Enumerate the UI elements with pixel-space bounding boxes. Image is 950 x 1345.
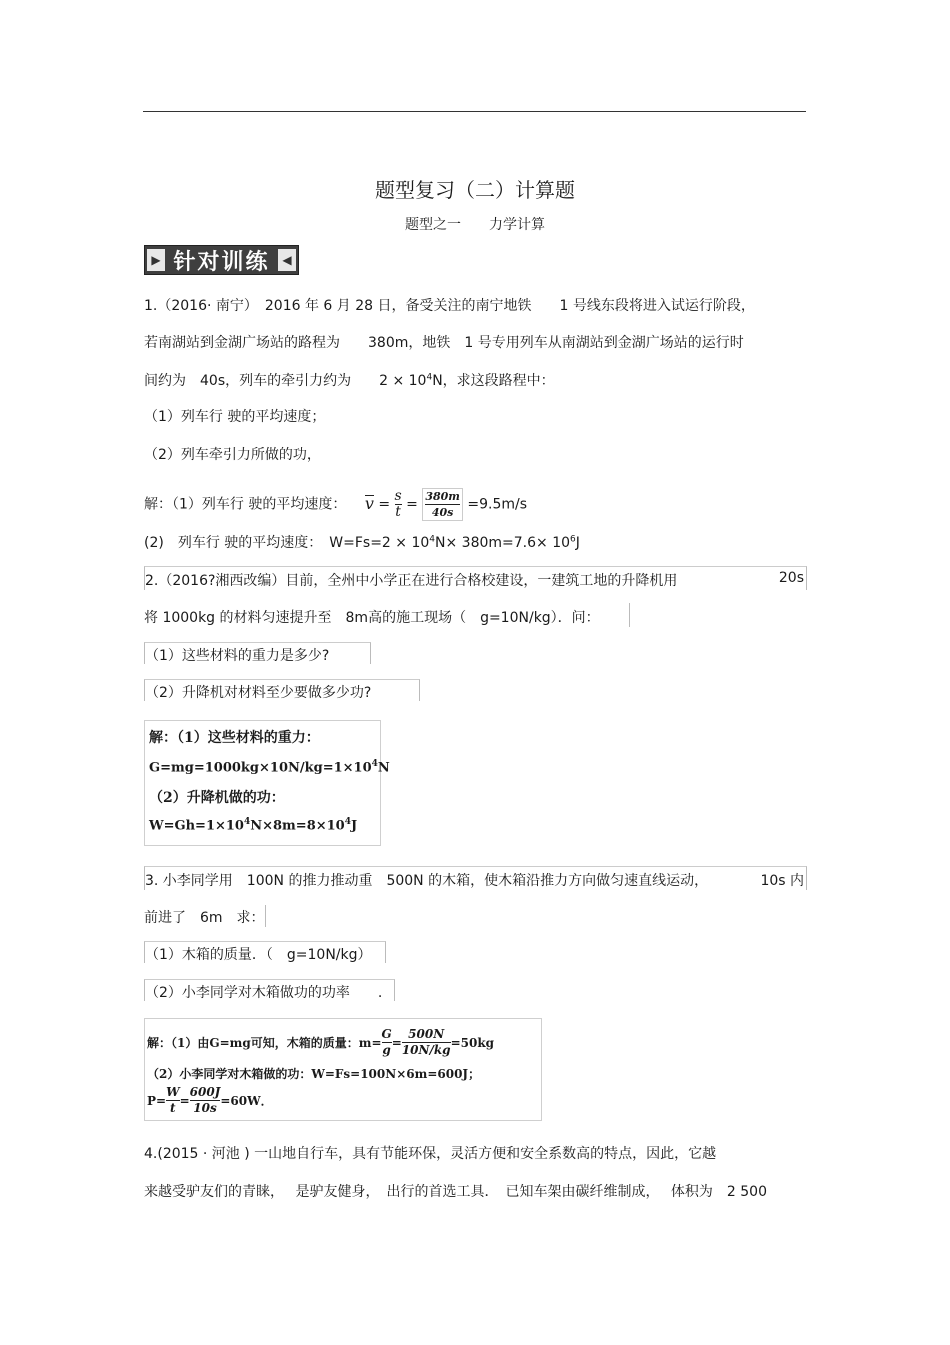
q3-sol-line-3: P= $\frac{W}{t}$ = $\frac{600J}{10s}$ =60W． [147, 1085, 273, 1115]
q2-sol-line-1: 解：（1）这些材料的重力： [149, 730, 320, 746]
q2-solution-image [144, 720, 390, 846]
q2-sub-1: （1）这些材料的重力是多少? [145, 648, 330, 664]
q3-line-2-box [144, 905, 266, 927]
q2-sol-line-2: $G=mg=1000kg\times 10N/kg=1\times 10^4N$ [149, 759, 390, 776]
q1-sub-2: （2）列车牵引力所做的功， [144, 447, 321, 463]
q3-line-1-end: 10s 内 [760, 873, 804, 889]
q1-sub-1: （1）列车行 驶的平均速度； [144, 409, 326, 425]
q4-line-2: 来越受驴友们的青睐， 是驴友健身， 出行的首选工具． 已知车架由碳纤维制成， 体积为 2 500 [144, 1184, 767, 1200]
page-title: 题型复习（二）计算题 [375, 178, 575, 202]
q2-line-1: 2.（2016?湘西改编）目前，全州中小学正在进行合格校建设，一建筑工地的升降机用 [145, 573, 678, 589]
q3-line-1: 3. 小李同学用 100N 的推力推动重 500N 的木箱，使木箱沿推力方向做匀速直线运动， [145, 873, 709, 889]
q3-sub-2-box [144, 979, 395, 1001]
q3-line-1-box [144, 866, 807, 890]
section-banner [144, 245, 299, 275]
q3-sub-1-box [144, 941, 386, 963]
play-left-icon: ◀ [278, 249, 296, 271]
q3-sol-line-1: 解：（1）由G=mg可知，木箱的质量：m= $\frac{G}{g}$ = $\frac{500N}{10N/kg}$ =50kg [147, 1027, 495, 1057]
q1-line-3: 间约为 40s，列车的牵引力约为 $2 \times 10^4N$，求这段路程中： [144, 372, 555, 389]
q2-sub-1-box [144, 642, 371, 664]
q3-sol-line-2: （2）小李同学对木箱做的功：W=Fs=100N×6m=600J； [147, 1067, 481, 1081]
q4-line-1: 4.(2015 · 河池 ) 一山地自行车，具有节能环保，灵活方便和安全系数高的特点，因此，它越 [144, 1146, 717, 1162]
play-right-icon: ▶ [147, 249, 165, 271]
q3-solution-image [144, 1018, 542, 1121]
velocity-symbol: v [364, 493, 374, 513]
q2-sol-line-3: （2）升降机做的功： [149, 790, 285, 806]
q3-sub-1: （1）木箱的质量．（ g=10N/kg） [145, 947, 372, 963]
q2-sub-2-box [144, 679, 420, 701]
q1-answer-1: 解：（1）列车行 驶的平均速度： v = $\frac{s}{t}$ = $\frac{380m}{40s}$ =9.5m/s [144, 488, 528, 520]
q2-line-1-end: 20s [778, 570, 804, 586]
q1-answer-2: (2) 列车行 驶的平均速度： $W=Fs=2 \times 10^4N\times 380m=7.6\times 10^6J$ [144, 534, 580, 551]
q3-sub-2: （2）小李同学对木箱做功的功率 . [145, 985, 383, 1001]
banner-label: 针对训练 [173, 249, 270, 275]
q2-sol-line-4: $W=Gh=1\times 10^4N\times 8m=8\times 10^4J$ [149, 817, 358, 834]
q1-line-1: 1.（2016· 南宁） 2016 年 6 月 28 日，备受关注的南宁地铁 1 号线东段将进入试运行阶段， [144, 298, 755, 314]
header-rule [143, 111, 806, 112]
q1-line-2: 若南湖站到金湖广场站的路程为 380m，地铁 1 号专用列车从南湖站到金湖广场站的运行时 [144, 335, 744, 351]
q2-sub-2: （2）升降机对材料至少要做多少功? [145, 685, 372, 701]
q3-line-2: 前进了 6m 求： [144, 910, 265, 926]
page-subtitle: 题型之一 力学计算 [405, 217, 545, 233]
q2-line-2: 将 1000kg 的材料匀速提升至 8m高的施工现场（ g=10N/kg）．问： [144, 610, 600, 626]
q2-line-2-box [144, 603, 630, 627]
q2-line-1-box [144, 566, 807, 590]
